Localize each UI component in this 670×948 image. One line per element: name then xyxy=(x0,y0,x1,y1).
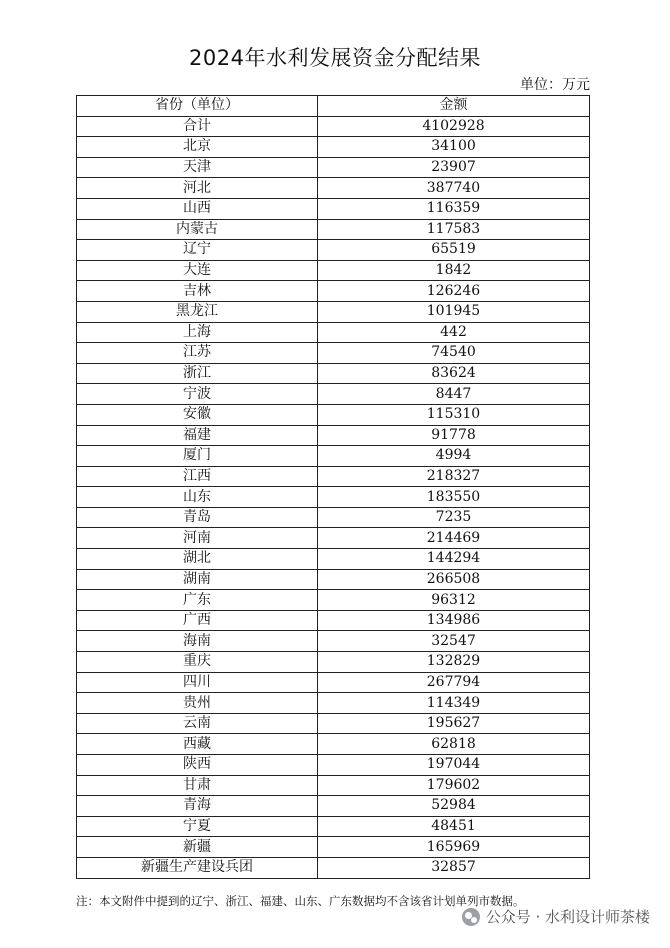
unit-label: 单位：万元 xyxy=(520,77,590,93)
province-cell: 河北 xyxy=(77,178,318,199)
table-row xyxy=(77,816,590,837)
table-row xyxy=(77,157,590,178)
amount-cell: 442 xyxy=(318,322,590,343)
amount-cell: 34100 xyxy=(318,137,590,158)
amount-cell: 117583 xyxy=(318,219,590,240)
province-cell: 海南 xyxy=(77,631,318,652)
table-row xyxy=(77,610,590,631)
table-row xyxy=(77,755,590,776)
amount-cell: 62818 xyxy=(318,734,590,755)
table-row xyxy=(77,116,590,137)
amount-cell: 4102928 xyxy=(318,116,590,137)
amount-cell: 214469 xyxy=(318,528,590,549)
amount-cell: 48451 xyxy=(318,816,590,837)
amount-cell: 4994 xyxy=(318,446,590,467)
amount-cell: 134986 xyxy=(318,610,590,631)
amount-cell: 7235 xyxy=(318,507,590,528)
table-row xyxy=(77,240,590,261)
table-row xyxy=(77,775,590,796)
table-row xyxy=(77,528,590,549)
amount-cell: 126246 xyxy=(318,281,590,302)
province-cell: 厦门 xyxy=(77,446,318,467)
table-row xyxy=(77,219,590,240)
province-cell: 合计 xyxy=(77,116,318,137)
province-cell: 辽宁 xyxy=(77,240,318,261)
province-cell: 四川 xyxy=(77,672,318,693)
table-row xyxy=(77,857,590,878)
province-cell: 天津 xyxy=(77,157,318,178)
table-row xyxy=(77,466,590,487)
table-row xyxy=(77,301,590,322)
table-row xyxy=(77,137,590,158)
amount-cell: 144294 xyxy=(318,549,590,570)
province-cell: 云南 xyxy=(77,713,318,734)
province-cell: 上海 xyxy=(77,322,318,343)
province-cell: 江西 xyxy=(77,466,318,487)
amount-cell: 387740 xyxy=(318,178,590,199)
amount-cell: 115310 xyxy=(318,404,590,425)
table-row xyxy=(77,425,590,446)
amount-cell: 183550 xyxy=(318,487,590,508)
province-cell: 山东 xyxy=(77,487,318,508)
table-row xyxy=(77,507,590,528)
table-row xyxy=(77,631,590,652)
amount-cell: 218327 xyxy=(318,466,590,487)
table-row xyxy=(77,837,590,858)
header-amount: 金额 xyxy=(318,96,590,117)
table-row xyxy=(77,404,590,425)
allocation-table xyxy=(76,95,590,879)
table-row xyxy=(77,569,590,590)
amount-cell: 267794 xyxy=(318,672,590,693)
amount-cell: 195627 xyxy=(318,713,590,734)
province-cell: 福建 xyxy=(77,425,318,446)
amount-cell: 65519 xyxy=(318,240,590,261)
table-row xyxy=(77,796,590,817)
province-cell: 北京 xyxy=(77,137,318,158)
province-cell: 吉林 xyxy=(77,281,318,302)
province-cell: 新疆生产建设兵团 xyxy=(77,857,318,878)
amount-cell: 96312 xyxy=(318,590,590,611)
province-cell: 贵州 xyxy=(77,693,318,714)
table-row xyxy=(77,713,590,734)
province-cell: 湖南 xyxy=(77,569,318,590)
wechat-icon xyxy=(462,908,480,926)
amount-cell: 266508 xyxy=(318,569,590,590)
table-row xyxy=(77,384,590,405)
province-cell: 青海 xyxy=(77,796,318,817)
amount-cell: 32857 xyxy=(318,857,590,878)
amount-cell: 74540 xyxy=(318,343,590,364)
table-row xyxy=(77,590,590,611)
table-row xyxy=(77,322,590,343)
watermark xyxy=(462,906,650,927)
table-row xyxy=(77,652,590,673)
province-cell: 黑龙江 xyxy=(77,301,318,322)
amount-cell: 132829 xyxy=(318,652,590,673)
table-row xyxy=(77,693,590,714)
amount-cell: 101945 xyxy=(318,301,590,322)
province-cell: 大连 xyxy=(77,260,318,281)
province-cell: 河南 xyxy=(77,528,318,549)
amount-cell: 116359 xyxy=(318,198,590,219)
province-cell: 陕西 xyxy=(77,755,318,776)
table-row xyxy=(77,363,590,384)
amount-cell: 52984 xyxy=(318,796,590,817)
table-header-row xyxy=(77,96,590,117)
province-cell: 广西 xyxy=(77,610,318,631)
amount-cell: 179602 xyxy=(318,775,590,796)
amount-cell: 165969 xyxy=(318,837,590,858)
province-cell: 江苏 xyxy=(77,343,318,364)
table-row xyxy=(77,281,590,302)
table-row xyxy=(77,446,590,467)
province-cell: 安徽 xyxy=(77,404,318,425)
province-cell: 宁夏 xyxy=(77,816,318,837)
province-cell: 湖北 xyxy=(77,549,318,570)
amount-cell: 91778 xyxy=(318,425,590,446)
table-row xyxy=(77,198,590,219)
amount-cell: 32547 xyxy=(318,631,590,652)
province-cell: 浙江 xyxy=(77,363,318,384)
province-cell: 西藏 xyxy=(77,734,318,755)
amount-cell: 83624 xyxy=(318,363,590,384)
province-cell: 宁波 xyxy=(77,384,318,405)
province-cell: 甘肃 xyxy=(77,775,318,796)
amount-cell: 23907 xyxy=(318,157,590,178)
table-row xyxy=(77,260,590,281)
province-cell: 山西 xyxy=(77,198,318,219)
table-row xyxy=(77,734,590,755)
table-row xyxy=(77,487,590,508)
amount-cell: 8447 xyxy=(318,384,590,405)
table-row xyxy=(77,343,590,364)
province-cell: 内蒙古 xyxy=(77,219,318,240)
page-title: 2024年水利发展资金分配结果 xyxy=(189,46,481,70)
province-cell: 广东 xyxy=(77,590,318,611)
amount-cell: 114349 xyxy=(318,693,590,714)
header-province: 省份（单位） xyxy=(77,96,318,117)
watermark-text: 公众号 · 水利设计师茶楼 xyxy=(485,908,650,926)
amount-cell: 1842 xyxy=(318,260,590,281)
footnote: 注：本文附件中提到的辽宁、浙江、福建、山东、广东数据均不含该省计划单列市数据。 xyxy=(76,894,525,908)
amount-cell: 197044 xyxy=(318,755,590,776)
province-cell: 青岛 xyxy=(77,507,318,528)
province-cell: 新疆 xyxy=(77,837,318,858)
table-row xyxy=(77,178,590,199)
province-cell: 重庆 xyxy=(77,652,318,673)
table-row xyxy=(77,549,590,570)
table-row xyxy=(77,672,590,693)
